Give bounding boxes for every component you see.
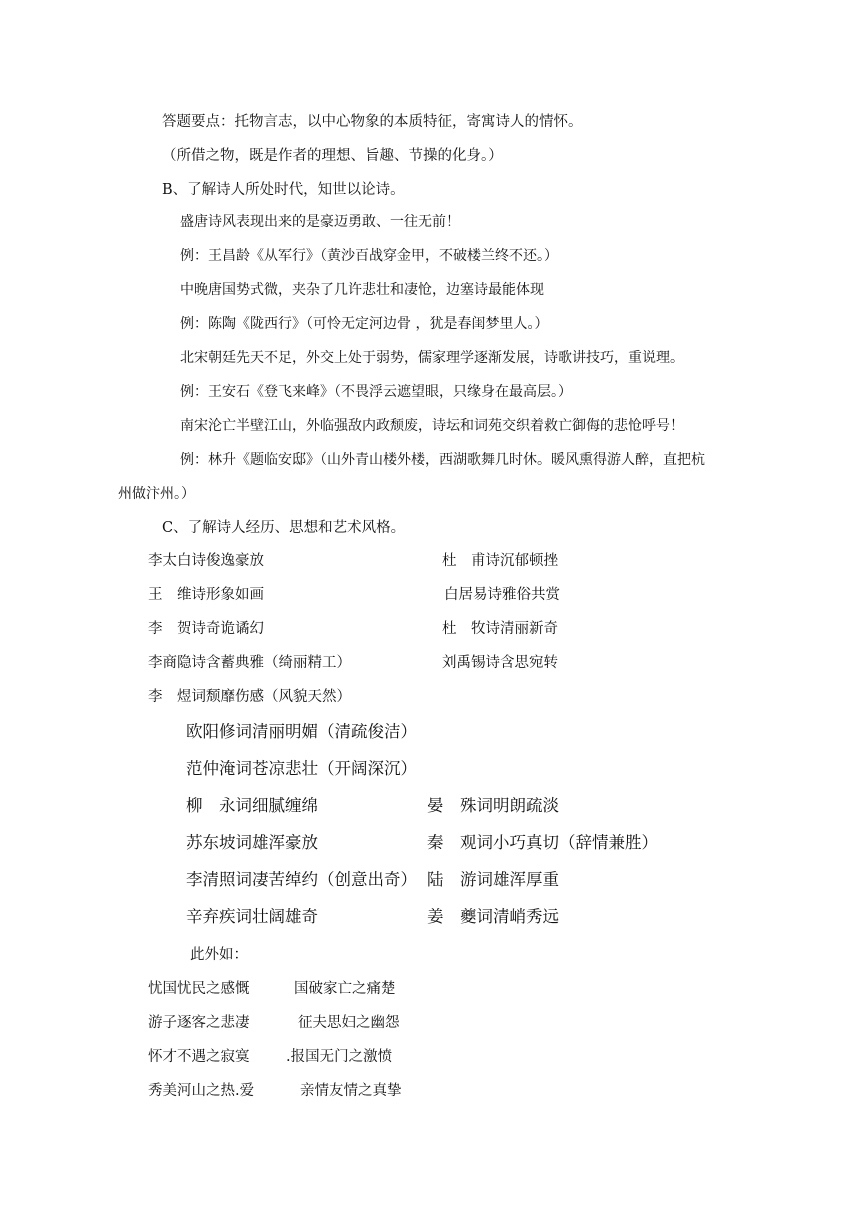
poet-left-1: 李太白诗俊逸豪放 [148,553,264,569]
ci-left-3: 李清照词凄苦绰约（创意出奇） [186,870,417,889]
poet-left-2: 王 维诗形象如画 [148,587,264,603]
fan-style: 范仲淹词苍凉悲壮（开阔深沉） [186,759,417,778]
ci-right-2: 秦 观词小巧真切（辞情兼胜） [427,833,658,852]
tang-late-text: 中晚唐国势式微，夹杂了几许悲壮和凄怆，边塞诗最能体现 [180,282,544,298]
song-south-example-line1: 例：林升《题临安邸》（山外青山楼外楼，西湖歌舞几时休。暖风熏得游人醉，直把杭 [180,452,705,468]
ci-left-2: 苏东坡词雄浑豪放 [186,833,318,852]
ci-right-4: 姜 夔词清峭秀远 [427,907,559,926]
ci-right-3: 陆 游词雄浑厚重 [427,870,559,889]
theme-right-3: .报国无门之激愤 [286,1049,393,1065]
song-south-example-line2: 州做汴州。） [118,486,195,502]
answer-tip: 答题要点：托物言志，以中心物象的本质特征，寄寓诗人的情怀。 [162,114,583,130]
answer-tip-note: （所借之物，既是作者的理想、旨趣、节操的化身。） [162,148,503,164]
poet-right-3: 杜 牧诗清丽新奇 [442,621,558,637]
theme-right-4: 亲情友情之真挚 [300,1083,402,1099]
tang-high-text: 盛唐诗风表现出来的是豪迈勇敢、一往无前！ [180,214,460,230]
poet-left-4: 李商隐诗含蓄典雅（绮丽精工） [148,655,351,671]
tang-high-example: 例：王昌龄《从军行》（黄沙百战穿金甲，不破楼兰终不还。） [180,248,558,264]
song-north-example: 例：王安石《登飞来峰》（不畏浮云遮望眼，只缘身在最高层。） [180,384,572,400]
besides-label: 此外如： [190,947,248,963]
theme-left-1: 忧国忧民之感慨 [148,981,250,997]
ouyang-style: 欧阳修词清丽明媚（清疏俊洁） [186,722,417,741]
poet-right-2: 白居易诗雅俗共赏 [444,587,560,603]
poet-left-3: 李 贺诗奇诡谲幻 [148,621,264,637]
theme-right-1: 国破家亡之痛楚 [294,981,396,997]
section-b-heading: B、了解诗人所处时代，知世以论诗。 [162,182,405,198]
poet-right-1: 杜 甫诗沉郁顿挫 [442,553,558,569]
song-south-text: 南宋沦亡半壁江山，外临强敌内政颓废，诗坛和词苑交织着救亡御侮的悲怆呼号！ [180,418,684,434]
theme-right-2: 征夫思妇之幽怨 [298,1015,400,1031]
theme-left-3: 怀才不遇之寂寞 [148,1049,250,1065]
li-yu-style: 李 煜词颓靡伤感（风貌天然） [148,689,351,705]
tang-late-example: 例：陈陶《陇西行》（可怜无定河边骨 ，犹是春闺梦里人。） [180,316,549,332]
section-c-heading: C、了解诗人经历、思想和艺术风格。 [162,520,406,536]
ci-right-1: 晏 殊词明朗疏淡 [427,796,559,815]
ci-left-1: 柳 永词细腻缠绵 [186,796,318,815]
theme-left-2: 游子逐客之悲凄 [148,1015,250,1031]
theme-left-4: 秀美河山之热.爱 [148,1083,255,1099]
song-north-text: 北宋朝廷先天不足，外交上处于弱势，儒家理学逐渐发展，诗歌讲技巧，重说理。 [180,350,684,366]
poet-right-4: 刘禹锡诗含思宛转 [442,655,558,671]
ci-left-4: 辛弃疾词壮阔雄奇 [186,907,318,926]
